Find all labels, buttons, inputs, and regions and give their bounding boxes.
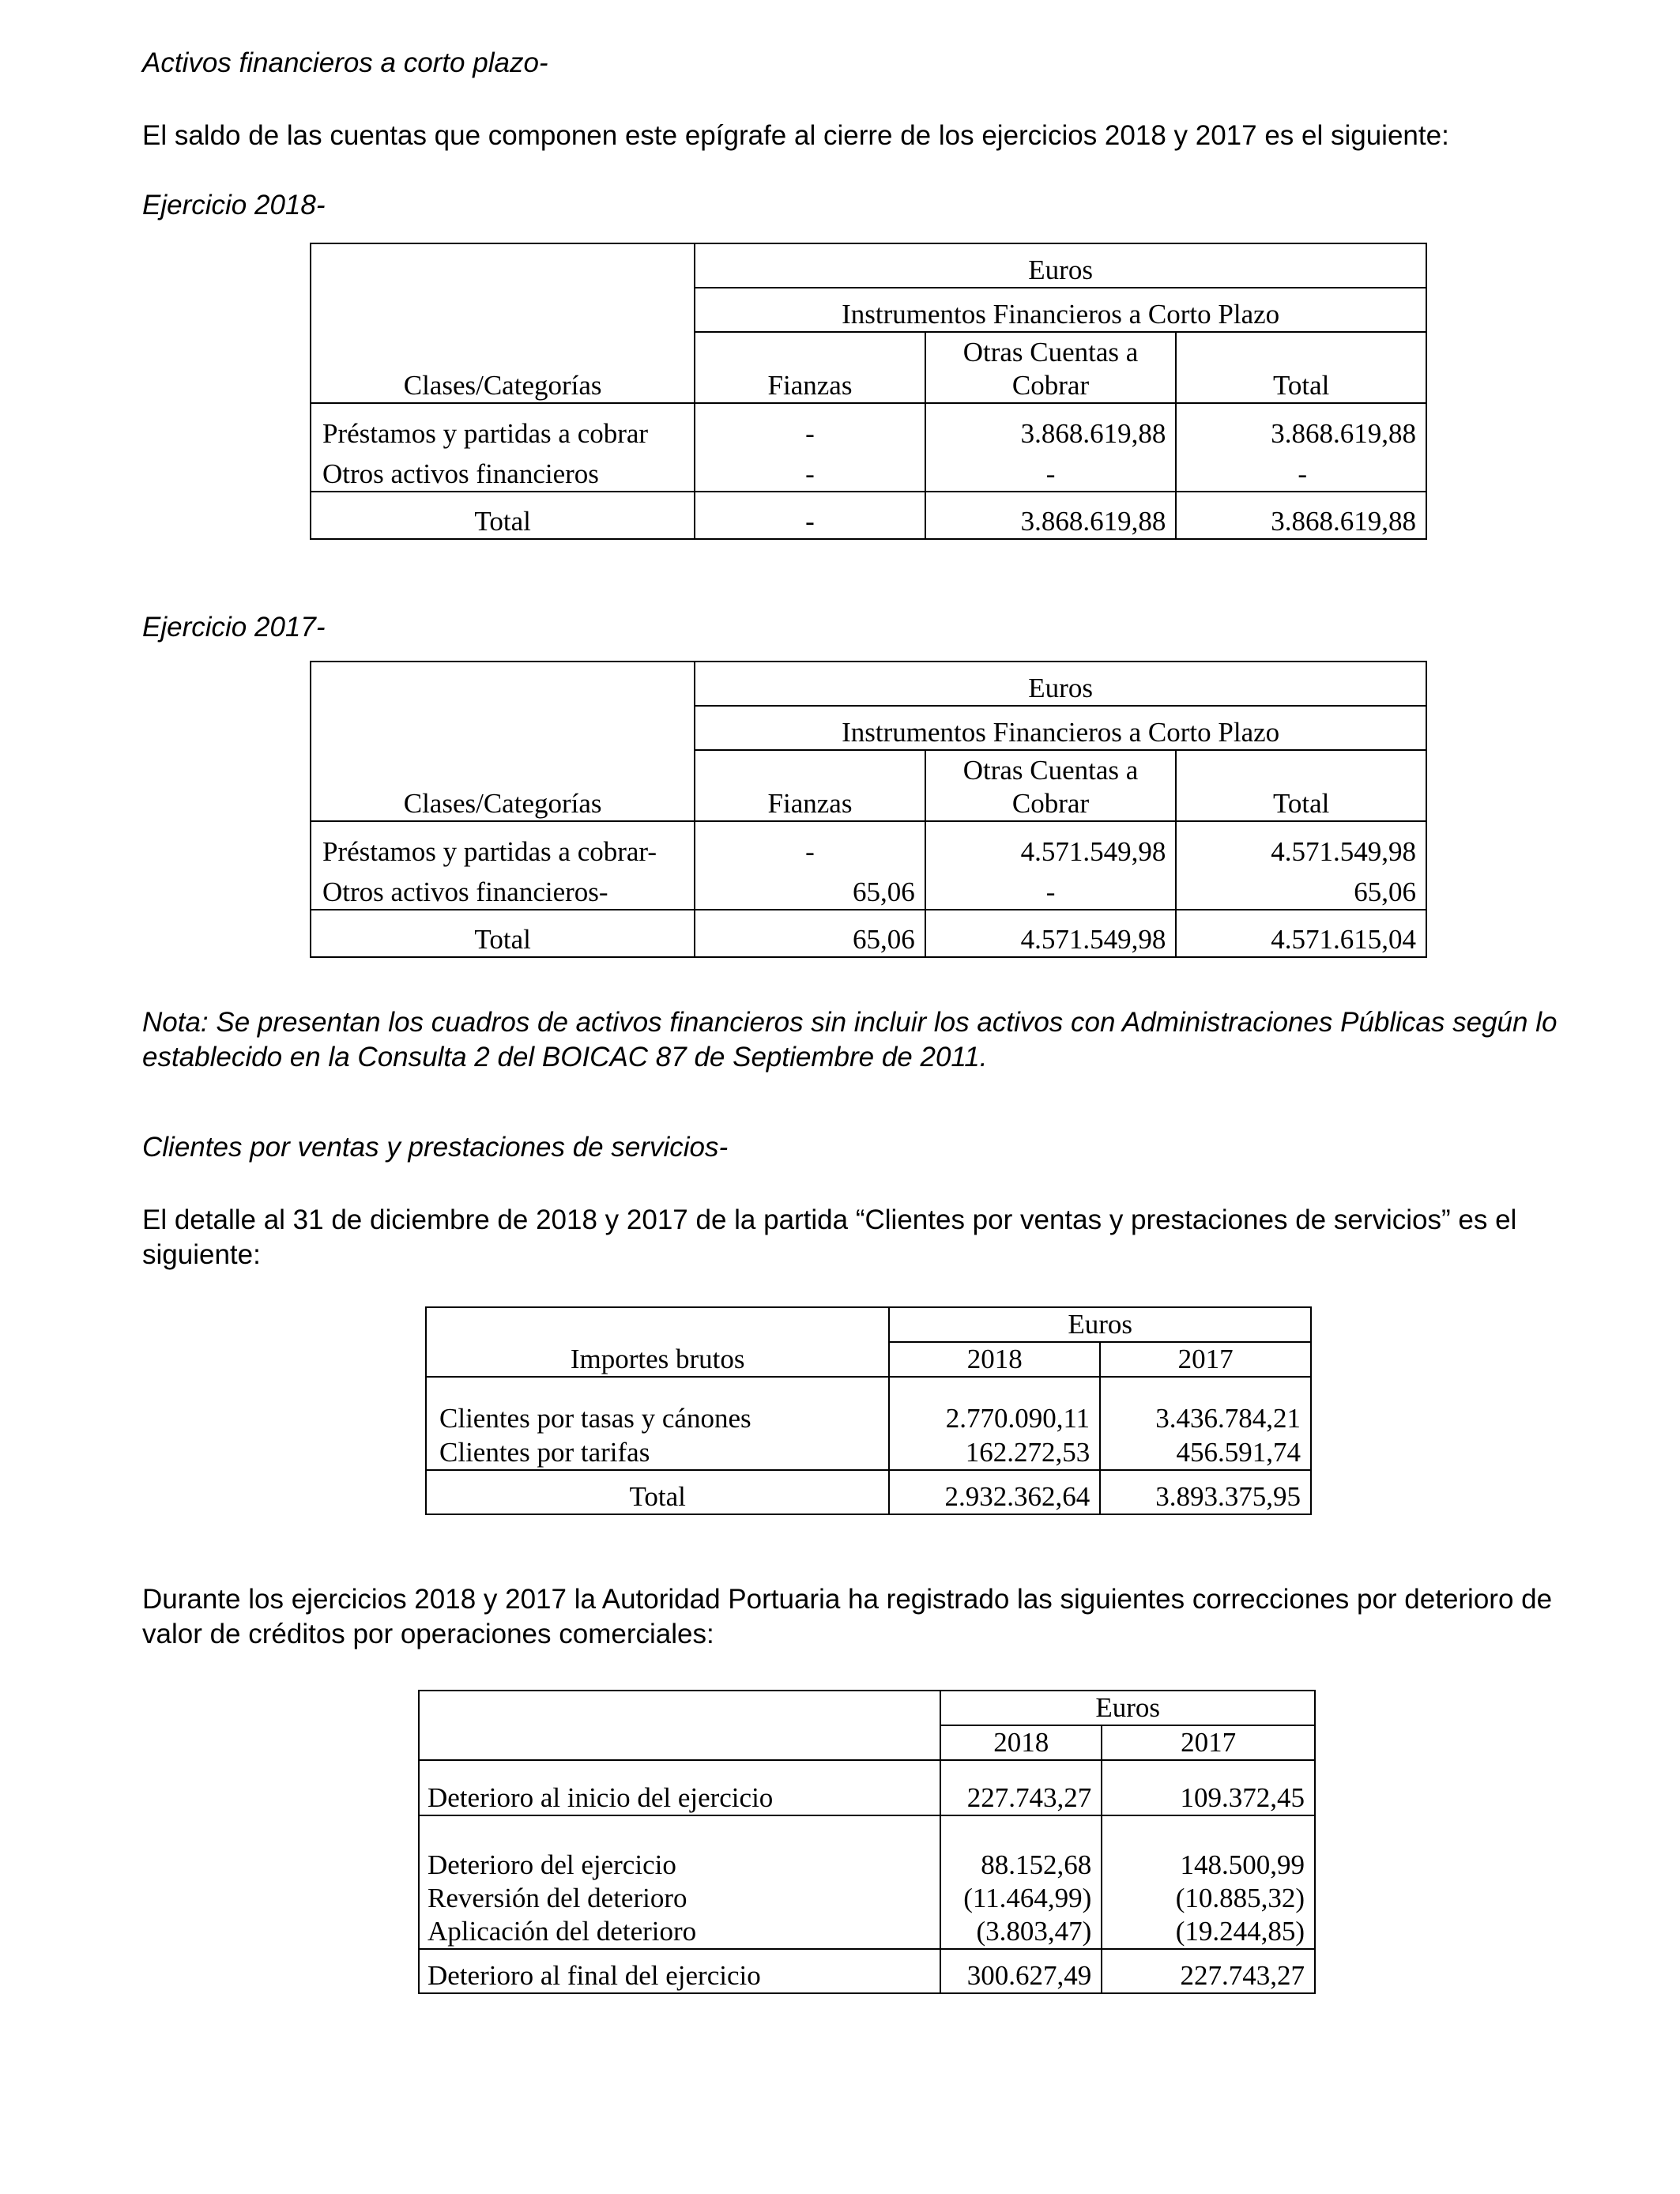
- header-clases: Clases/Categorías: [403, 788, 602, 819]
- cell-otras: 3.868.619,88: [925, 403, 1177, 450]
- table-total-row: [311, 910, 1426, 957]
- row-label: Préstamos y partidas a cobrar-: [311, 821, 695, 869]
- cell-otras: -: [925, 869, 1177, 910]
- section-heading-clientes: Clientes por ventas y prestaciones de servicios-: [142, 1132, 729, 1163]
- section-heading-activos: Activos financieros a corto plazo-: [142, 47, 548, 78]
- cell-2018: 88.152,68: [940, 1815, 1102, 1882]
- row-label: Deterioro del ejercicio: [419, 1815, 940, 1882]
- section-intro-activos: El saldo de las cuentas que componen este epígrafe al cierre de los ejercicios 2018 y 2017 es el siguiente:: [142, 120, 1449, 151]
- cell-2018: 162.272,53: [889, 1435, 1100, 1470]
- header-importes: Importes brutos: [570, 1344, 745, 1374]
- table-row: [311, 403, 1426, 450]
- header-euros: Euros: [695, 662, 1426, 706]
- header-otras-cuentas: [925, 332, 1177, 403]
- section-intro-deterioro: Durante los ejercicios 2018 y 2017 la Autoridad Portuaria ha registrado las siguientes correcciones por deterioro de valor de créditos por operaciones comerciales:: [142, 1584, 1553, 1649]
- table-row-inicio: [419, 1760, 1315, 1815]
- header-otras-line1: Otras Cuentas a: [962, 755, 1139, 786]
- row-label: Clientes por tasas y cánones: [426, 1377, 889, 1435]
- total-fianzas: 65,06: [695, 910, 925, 957]
- table-clientes: [425, 1306, 1312, 1515]
- row-label: Otros activos financieros-: [311, 869, 695, 910]
- header-fianzas: Fianzas: [695, 332, 925, 403]
- row-label: Reversión del deterioro: [419, 1882, 940, 1915]
- cell-total: -: [1176, 450, 1426, 492]
- row-label: Aplicación del deterioro: [419, 1915, 940, 1949]
- section-intro-clientes: El detalle al 31 de diciembre de 2018 y 2017 de la partida “Clientes por ventas y prestaciones de servicios” es el siguiente:: [142, 1204, 1517, 1270]
- header-clases: Clases/Categorías: [403, 370, 602, 401]
- cell-2017: (10.885,32): [1102, 1882, 1315, 1915]
- header-instrumentos: Instrumentos Financieros a Corto Plazo: [695, 706, 1426, 750]
- cell-2017: 3.436.784,21: [1100, 1377, 1311, 1435]
- header-empty-cell: [419, 1691, 940, 1725]
- total-label: Total: [311, 910, 695, 957]
- header-2017: 2017: [1100, 1342, 1311, 1377]
- cell-2018: (3.803,47): [940, 1915, 1102, 1949]
- cell-2018: 2.770.090,11: [889, 1377, 1100, 1435]
- header-otras-cuentas: [925, 750, 1177, 821]
- header-total: Total: [1176, 750, 1426, 821]
- table-row: [419, 1815, 1315, 1882]
- total-2018: 2.932.362,64: [889, 1470, 1100, 1514]
- cell-2018: (11.464,99): [940, 1882, 1102, 1915]
- table-activos-2018: [310, 243, 1427, 540]
- header-2018: 2018: [889, 1342, 1100, 1377]
- table-row: [419, 1882, 1315, 1915]
- table-row: [311, 450, 1426, 492]
- table-deterioro: [418, 1690, 1316, 1994]
- header-cell-class: [311, 243, 695, 403]
- table-total-row: [426, 1470, 1311, 1514]
- total-otras: 3.868.619,88: [925, 492, 1177, 539]
- total-total: 3.868.619,88: [1176, 492, 1426, 539]
- cell-otras: 4.571.549,98: [925, 821, 1177, 869]
- caption-2018: Ejercicio 2018-: [142, 190, 326, 221]
- total-label: Total: [426, 1470, 889, 1514]
- caption-2017: Ejercicio 2017-: [142, 612, 326, 643]
- header-otras-line2: Cobrar: [1011, 370, 1090, 401]
- header-otras-line1: Otras Cuentas a: [962, 337, 1139, 368]
- header-empty-cell: [419, 1725, 940, 1760]
- table-row: [311, 821, 1426, 869]
- row-label: Deterioro al inicio del ejercicio: [419, 1760, 940, 1815]
- row-label: Deterioro al final del ejercicio: [419, 1949, 940, 1993]
- cell-total: 3.868.619,88: [1176, 403, 1426, 450]
- cell-total: 65,06: [1176, 869, 1426, 910]
- header-euros: Euros: [695, 243, 1426, 288]
- note: Nota: Se presentan los cuadros de activos financieros sin incluir los activos con Administraciones Públicas según lo establecido en la Consulta 2 del BOICAC 87 de Septiembre de 2011.: [142, 1007, 1558, 1072]
- total-total: 4.571.615,04: [1176, 910, 1426, 957]
- table-row: [419, 1915, 1315, 1949]
- header-otras-line2: Cobrar: [1011, 788, 1090, 819]
- header-2017: 2017: [1102, 1725, 1315, 1760]
- header-cell-importes: [426, 1307, 889, 1377]
- table-total-row: [311, 492, 1426, 539]
- cell-2017: 456.591,74: [1100, 1435, 1311, 1470]
- cell-fianzas: -: [695, 450, 925, 492]
- total-fianzas: -: [695, 492, 925, 539]
- header-2018: 2018: [940, 1725, 1102, 1760]
- cell-otras: -: [925, 450, 1177, 492]
- total-label: Total: [311, 492, 695, 539]
- table-row: [311, 869, 1426, 910]
- cell-fianzas: -: [695, 821, 925, 869]
- header-total: Total: [1176, 332, 1426, 403]
- table-row: [426, 1435, 1311, 1470]
- header-fianzas: Fianzas: [695, 750, 925, 821]
- cell-fianzas: -: [695, 403, 925, 450]
- table-row: [426, 1377, 1311, 1435]
- table-activos-2017: [310, 661, 1427, 958]
- header-cell-class: [311, 662, 695, 821]
- table-row-final: [419, 1949, 1315, 1993]
- cell-2017: 148.500,99: [1102, 1815, 1315, 1882]
- cell-fianzas: 65,06: [695, 869, 925, 910]
- cell-2018: 227.743,27: [940, 1760, 1102, 1815]
- cell-2018: 300.627,49: [940, 1949, 1102, 1993]
- row-label: Clientes por tarifas: [426, 1435, 889, 1470]
- cell-total: 4.571.549,98: [1176, 821, 1426, 869]
- cell-2017: 227.743,27: [1102, 1949, 1315, 1993]
- row-label: Otros activos financieros: [311, 450, 695, 492]
- total-otras: 4.571.549,98: [925, 910, 1177, 957]
- total-2017: 3.893.375,95: [1100, 1470, 1311, 1514]
- cell-2017: (19.244,85): [1102, 1915, 1315, 1949]
- header-euros: Euros: [889, 1307, 1311, 1342]
- header-instrumentos: Instrumentos Financieros a Corto Plazo: [695, 288, 1426, 332]
- row-label: Préstamos y partidas a cobrar: [311, 403, 695, 450]
- header-euros: Euros: [940, 1691, 1315, 1725]
- cell-2017: 109.372,45: [1102, 1760, 1315, 1815]
